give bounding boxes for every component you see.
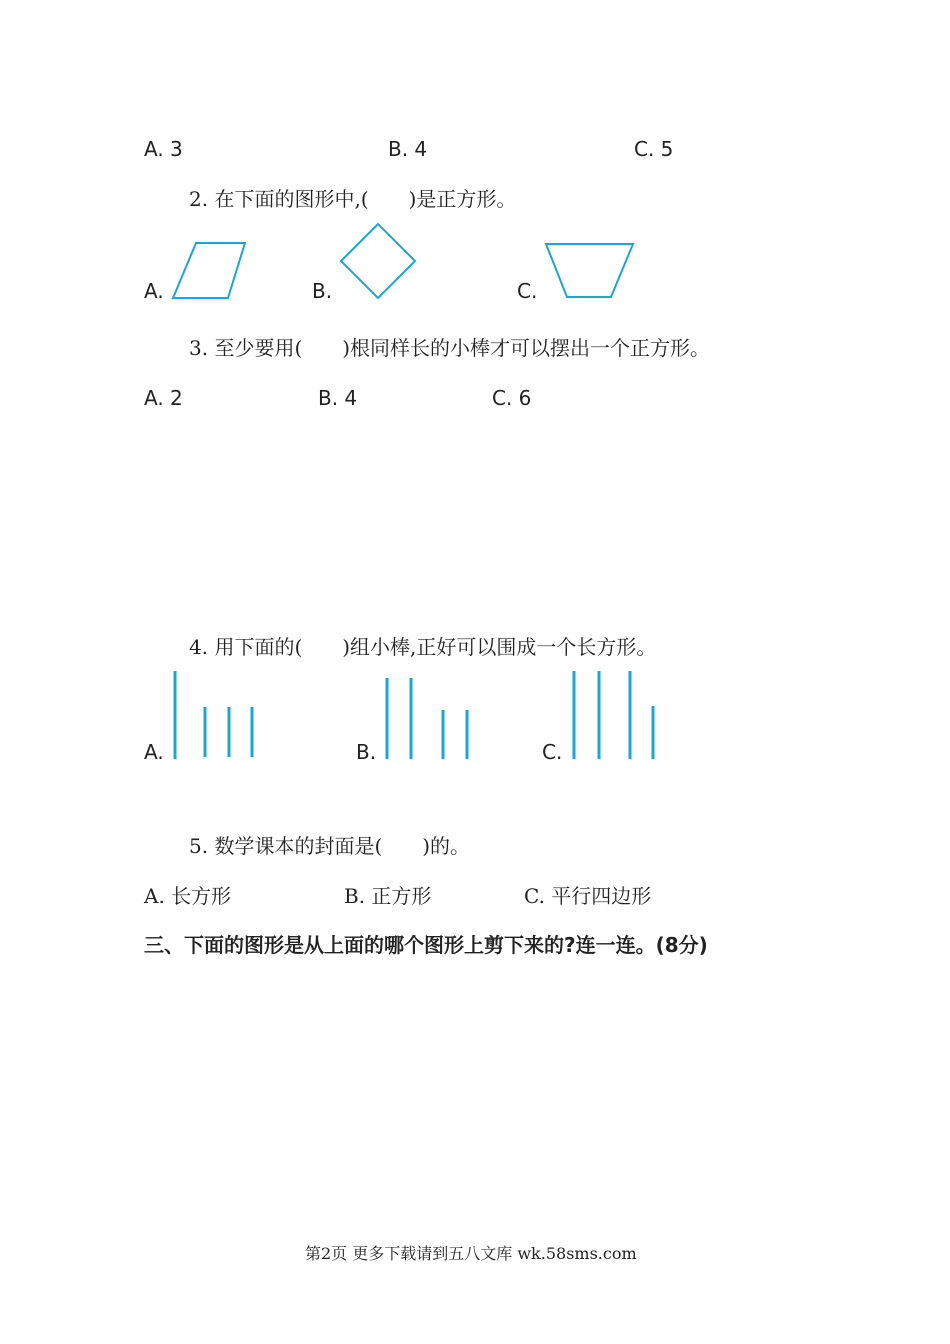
q3-option-c: C. 6 — [492, 386, 532, 410]
q4-option-b: B. — [356, 740, 377, 764]
page-footer: 第2页 更多下载请到五八文库 wk.58sms.com — [305, 1244, 637, 1263]
q5-option-a: A. 长方形 — [144, 884, 232, 908]
q5-stem: 5. 数学课本的封面是( )的。 — [189, 834, 471, 858]
q1-option-b: B. 4 — [388, 137, 428, 161]
q2-option-a: A. — [144, 279, 164, 303]
q2-option-b: B. — [312, 279, 333, 303]
q3-stem: 3. 至少要用( )根同样长的小棒才可以摆出一个正方形。 — [189, 336, 711, 360]
q4-option-a: A. — [144, 740, 164, 764]
q4-option-c: C. — [542, 740, 563, 764]
q3-option-b: B. 4 — [318, 386, 358, 410]
q5-option-b: B. 正方形 — [344, 884, 432, 908]
q2-option-c: C. — [517, 279, 538, 303]
q1-option-c: C. 5 — [634, 137, 674, 161]
section-3-heading: 三、下面的图形是从上面的哪个图形上剪下来的?连一连。(8分) — [144, 933, 708, 957]
q5-option-c: C. 平行四边形 — [524, 884, 652, 908]
q4-stem: 4. 用下面的( )组小棒,正好可以围成一个长方形。 — [189, 635, 657, 659]
q3-option-a: A. 2 — [144, 386, 183, 410]
q2-stem: 2. 在下面的图形中,( )是正方形。 — [189, 187, 517, 211]
q1-option-a: A. 3 — [144, 137, 183, 161]
